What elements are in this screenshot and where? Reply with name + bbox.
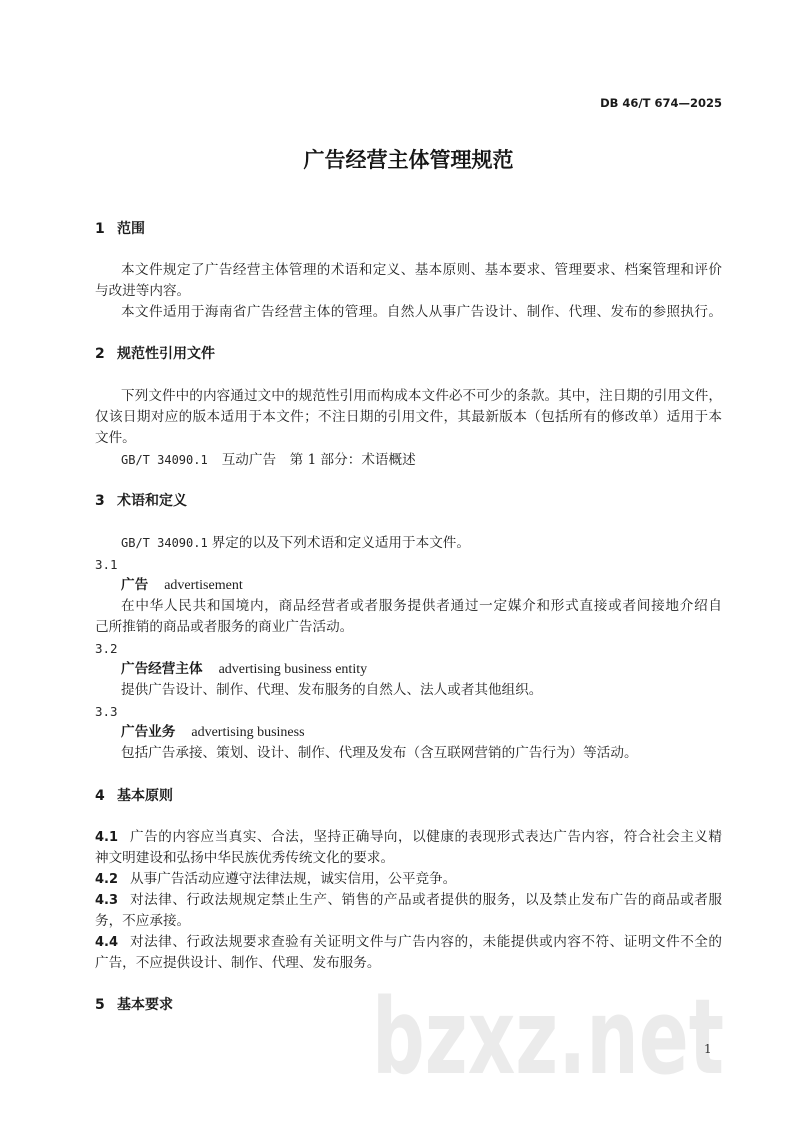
clause-number: 4.4	[95, 935, 119, 950]
term-chinese: 广告业务	[121, 724, 176, 740]
clause-line: 务，不应承接。	[95, 913, 191, 929]
clause-line: 对法律、行政法规要求查验有关证明文件与广告内容的，未能提供或内容不符、证明文件不全的	[130, 934, 722, 950]
document-code: DB 46/T 674—2025	[600, 96, 722, 110]
section-5-number: 5	[95, 997, 105, 1013]
intro-text: 界定的以及下列术语和定义适用于本文件。	[211, 535, 470, 551]
watermark	[372, 985, 730, 1080]
term-chinese: 广告经营主体	[121, 661, 203, 677]
term-entry	[121, 659, 367, 680]
normative-reference	[121, 450, 416, 471]
section-1-number: 1	[95, 221, 105, 237]
section-3-number: 3	[95, 493, 105, 509]
clause-line: 对法律、行政法规规定禁止生产、销售的产品或者提供的服务，以及禁止发布广告的商品或者服	[130, 892, 722, 908]
paragraph-line: 仅该日期对应的版本适用于本文件；不注日期的引用文件，其最新版本（包括所有的修改单）适用于本	[95, 409, 722, 425]
section-4-heading: 基本原则	[117, 788, 173, 804]
clause-number: 4.1	[95, 830, 119, 845]
term-english: advertising business	[191, 725, 305, 740]
terms-intro	[121, 533, 470, 554]
clause-line: 广告的内容应当真实、合法，坚持正确导向，以健康的表现形式表达广告内容，符合社会主义精	[130, 829, 722, 845]
term-definition-line: 己所推销的商品或者服务的商业广告活动。	[95, 619, 354, 635]
term-definition-line: 包括广告承接、策划、设计、制作、代理及发布（含互联网营销的广告行为）等活动。	[121, 745, 638, 761]
term-number: 3.1	[95, 557, 118, 572]
clause-line: 广告，不应提供设计、制作、代理、发布服务。	[95, 955, 381, 971]
term-english: advertisement	[164, 578, 243, 593]
term-definition-line: 在中华人民共和国境内，商品经营者或者服务提供者通过一定媒介和形式直接或者间接地介绍自	[121, 598, 722, 614]
intro-reference-code: GB/T 34090.1	[121, 536, 208, 550]
paragraph-line: 下列文件中的内容通过文中的规范性引用而构成本文件必不可少的条款。其中，注日期的引用文件，	[121, 388, 722, 404]
term-definition-line: 提供广告设计、制作、代理、发布服务的自然人、法人或者其他组织。	[121, 682, 543, 698]
term-entry	[121, 722, 305, 743]
reference-title: 互动广告 第 1 部分：术语概述	[221, 452, 416, 468]
term-number: 3.3	[95, 704, 118, 719]
section-1-heading: 范围	[117, 221, 145, 237]
reference-code: GB/T 34090.1	[121, 453, 208, 467]
watermark-text: bzxz.net	[372, 985, 724, 1080]
section-2-number: 2	[95, 346, 105, 362]
section-5-heading: 基本要求	[117, 997, 173, 1013]
page-title: 广告经营主体管理规范	[303, 148, 514, 172]
paragraph-line: 文件。	[95, 430, 136, 446]
section-4-number: 4	[95, 788, 105, 804]
paragraph-line: 与改进等内容。	[95, 283, 191, 299]
term-english: advertising business entity	[218, 662, 368, 677]
clause-line: 神文明建设和弘扬中华民族优秀传统文化的要求。	[95, 850, 395, 866]
page-number: 1	[704, 1042, 712, 1056]
term-entry	[121, 575, 243, 596]
term-number: 3.2	[95, 641, 118, 656]
term-chinese: 广告	[121, 577, 149, 593]
paragraph-line: 本文件适用于海南省广告经营主体的管理。自然人从事广告设计、制作、代理、发布的参照执行。	[121, 304, 722, 320]
section-2-heading: 规范性引用文件	[117, 346, 215, 362]
clause-number: 4.2	[95, 872, 119, 887]
section-3-heading: 术语和定义	[117, 493, 187, 509]
clause-line: 从事广告活动应遵守法律法规，诚实信用，公平竞争。	[130, 871, 457, 887]
clause-number: 4.3	[95, 893, 119, 908]
paragraph-line: 本文件规定了广告经营主体管理的术语和定义、基本原则、基本要求、管理要求、档案管理和评价	[121, 262, 722, 278]
